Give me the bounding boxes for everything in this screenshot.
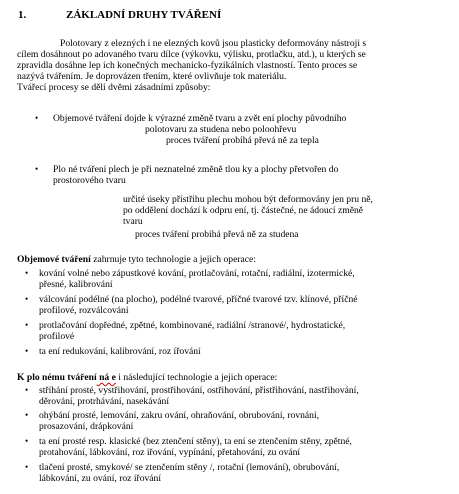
list-item-continuation: protahování, lábkování, roz iřování, vypínání, přetahování, zu ování (39, 447, 301, 458)
plosne-title: K plo nému tváření (17, 372, 97, 383)
list-item-continuation: profilové (39, 331, 75, 342)
method-plosne-line: proces tváření probíhá převá ně za studena (135, 229, 299, 240)
section-number: 1. (18, 9, 27, 21)
list-item: ohýbání prosté, lemování, zakru ování, ohraňování, obrubování, rovnání, (39, 410, 320, 421)
plosne-title-rest: ná e (96, 372, 116, 383)
intro-line: Polotovary z elezných i ne elezných kovů jsou plasticky deformovány nástroji s (60, 38, 367, 49)
intro-line: cílem dosáhnout po adovaného tvaru dílce (výkovku, výlisku, protlačku, atd.), u kterých se (17, 49, 366, 60)
list-item: kování volné nebo zápustkové kování, protlačování, rotační, radiální, izotermické, (39, 268, 355, 279)
list-item: válcování podélné (na plocho), podélné tvarové, příčné tvarové tzv. klínové, příčné (39, 294, 358, 305)
plosne-heading (17, 372, 277, 383)
bullet-icon: • (35, 164, 39, 174)
plosne-subtitle: i následující technologie a jejich operace: (115, 372, 278, 383)
method-plosne-line: tvaru (123, 216, 143, 227)
list-item-continuation: děrování, protrhávání, nasekávání (39, 396, 169, 407)
list-item-continuation: lábkování, zu ování, roz iřování (39, 473, 162, 484)
method-plosne-line: po oddělení dochází k odpru ení, tj. částečné, ne ádoucí změně (123, 205, 364, 216)
objemove-heading (17, 254, 256, 265)
list-item-continuation: přesné, kalibrování (39, 279, 113, 290)
bullet-icon: • (25, 462, 29, 472)
bullet-icon: • (35, 113, 39, 123)
list-item-continuation: profilové, rozválcování (39, 305, 129, 316)
list-item: stříhání prosté, vystřihování, prostřihování, ostřihování, přistřihování, nastřihování, (39, 385, 359, 396)
bullet-icon: • (25, 320, 29, 330)
objemove-subtitle: zahrnuje tyto technologie a jejich operace: (90, 254, 256, 265)
intro-line: zpravidla dosáhne lep ích konečných mechanicko-fyzikálních vlastností. Tento proces se (17, 60, 358, 71)
method-plosne-line: Plo né tváření plech je při neznatelné změně tlou ky a plochy přetvořen do (53, 164, 339, 175)
bullet-icon: • (25, 410, 29, 420)
method-plosne-line: prostorového tvaru (53, 175, 126, 186)
list-item: ta ení prosté resp. klasické (bez ztenčení stěny), ta ení se ztenčením stěny, zpětné, (39, 436, 352, 447)
objemove-title: Objemové tváření (17, 254, 91, 265)
method-objemove-line: Objemové tváření dojde k výrazné změně tvaru a zvět ení plochy původního (53, 113, 347, 124)
list-item: tlačení prosté, smykové/ se ztenčením stěny /, rotační (lemování), obrubování, (39, 462, 340, 473)
bullet-icon: • (25, 268, 29, 278)
list-item: ta ení redukování, kalibrování, roz ířování (39, 346, 201, 357)
bullet-icon: • (25, 346, 29, 356)
bullet-icon: • (25, 385, 29, 395)
method-plosne-line: určité úseky přístřihu plechu mohou být deformovány jen pru ně, (123, 194, 373, 205)
list-item: protlačování dopředné, zpětné, kombinované, radiální /stranové/, hydrostatické, (39, 320, 346, 331)
intro-line: nazývá tvářením. Je doprovázen třením, které ovlivňuje tok materiálu. (17, 71, 287, 82)
list-item-continuation: prosazování, drápkování (39, 421, 134, 432)
method-objemove-line: polotovaru za studena nebo poloohřevu (145, 124, 297, 135)
bullet-icon: • (25, 436, 29, 446)
intro-line: Tvářecí procesy se dělí dvěmi zásadními způsoby: (17, 82, 211, 93)
section-title: ZÁKLADNÍ DRUHY TVÁŘENÍ (66, 9, 222, 21)
bullet-icon: • (25, 294, 29, 304)
method-objemove-line: proces tváření probíhá převá ně za tepla (166, 135, 319, 146)
